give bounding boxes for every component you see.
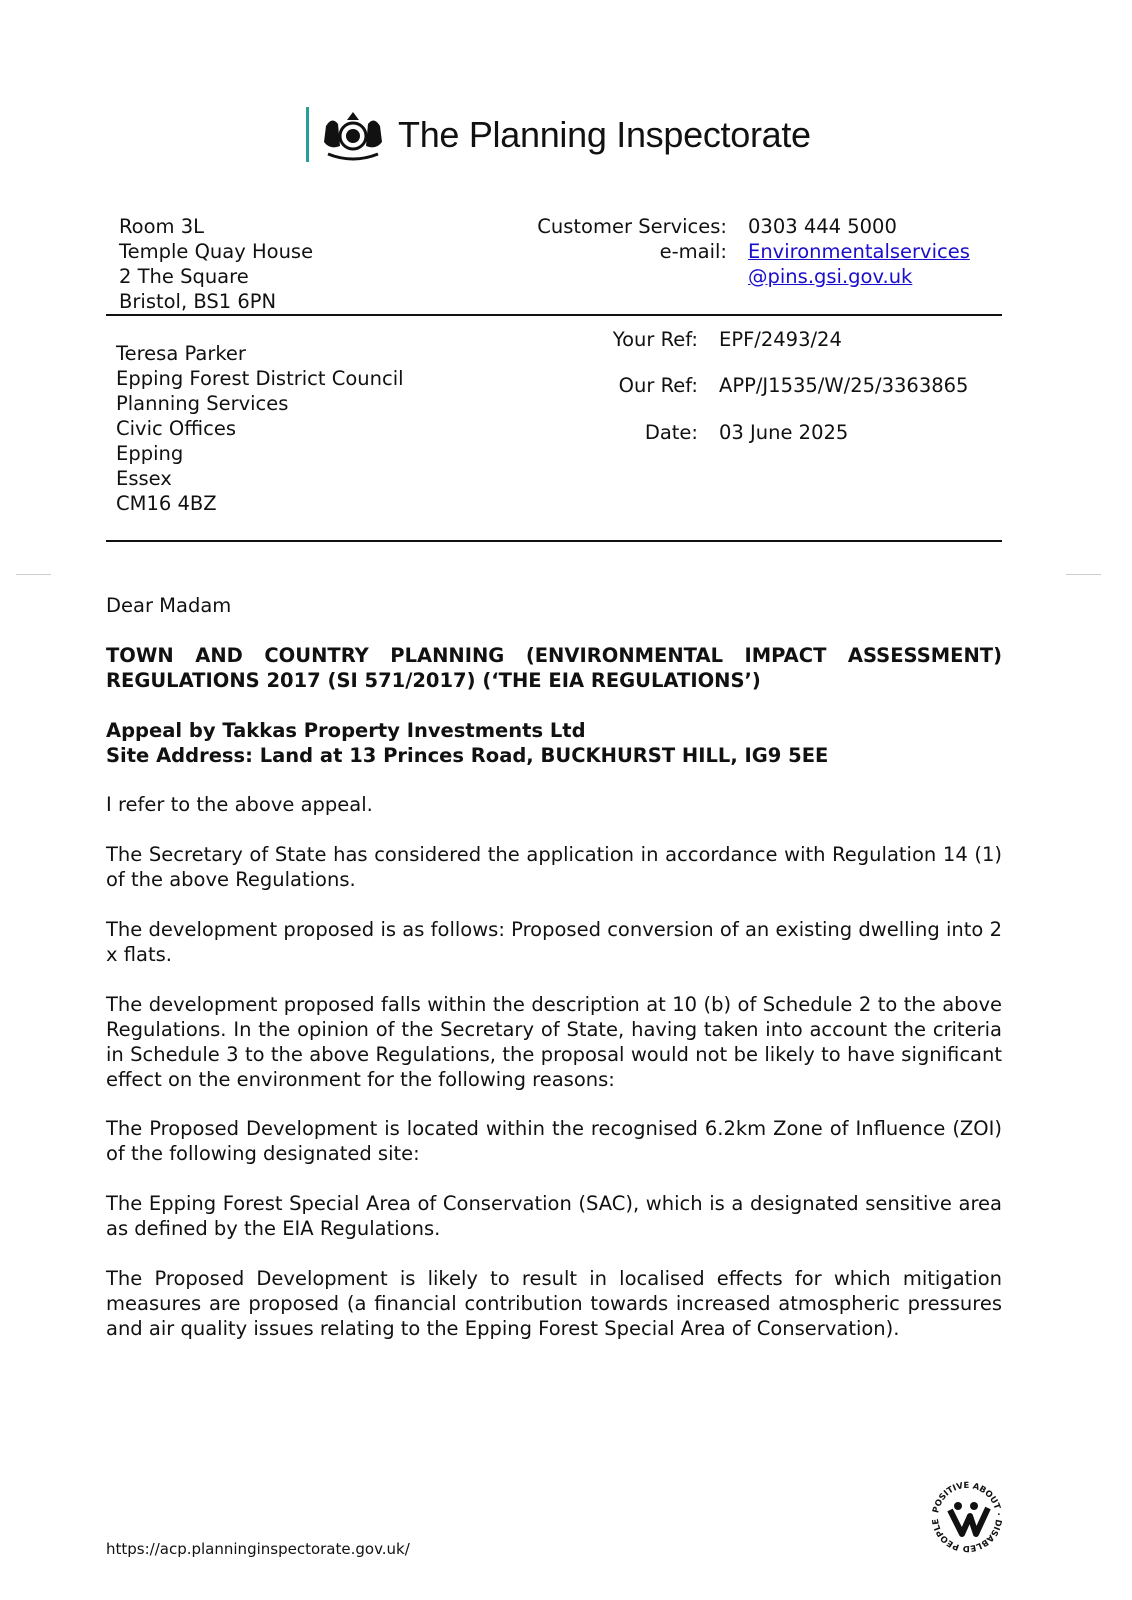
our-ref-label: Our Ref: [618,374,698,397]
address-line: Epping Forest District Council [116,367,404,390]
svg-text:POSITIVE ABOUT · DISABLED PEOP: POSITIVE ABOUT · DISABLED PEOPLE [930,1480,1004,1554]
royal-crest-icon [320,106,386,164]
body-paragraph: The development proposed falls within the description at 10 (b) of Schedule 2 to the above Regulations. In the opinion of the Secretary of State, having taken into account the criteria in Schedule 3 to the above Regulations, the proposal would not be likely to have significant effect on the environment for the following reasons: [106,993,1002,1091]
address-line: Teresa Parker [116,342,246,365]
body-paragraph: The Secretary of State has considered the application in accordance with Regulation 14 (1) of the above Regulations. [106,843,1002,891]
disability-confident-badge-icon [926,1476,1008,1558]
address-line: Room 3L [119,215,204,238]
address-line: Bristol, BS1 6PN [119,290,277,313]
salutation: Dear Madam [106,594,232,617]
fold-mark [16,574,51,575]
logo-divider [306,107,309,162]
body-paragraph: The Proposed Development is likely to result in localised effects for which mitigation measures are proposed (a financial contribution towards increased atmospheric pressures and air quality issues relating to the Epping Forest Special Area of Conservation). [106,1267,1002,1340]
org-logo-text: The Planning Inspectorate [398,114,811,155]
email-label: e-mail: [659,240,727,263]
address-line: Essex [116,467,172,490]
recipient-address [116,341,404,516]
customer-services-phone: 0303 444 5000 [748,215,897,238]
body-paragraph: The development proposed is as follows: Proposed conversion of an existing dwelling into 2 x flats. [106,918,1002,966]
our-ref-value: APP/J1535/W/25/3363865 [719,374,969,397]
body-paragraph: I refer to the above appeal. [106,793,373,816]
site-address-line: Site Address: Land at 13 Princes Road, BUCKHURST HILL, IG9 5EE [106,744,829,767]
date-value: 03 June 2025 [719,421,849,444]
customer-services-label: Customer Services: [537,215,727,238]
address-rule [106,540,1002,542]
date-label: Date: [644,421,698,444]
fold-mark [1066,574,1101,575]
address-line: CM16 4BZ [116,492,217,515]
address-line: Temple Quay House [119,240,314,263]
email-link[interactable]: Environmentalservices [748,240,970,263]
body-paragraph: The Epping Forest Special Area of Conservation (SAC), which is a designated sensitive area as defined by the EIA Regulations. [106,1192,1002,1240]
regulations-heading: TOWN AND COUNTRY PLANNING (ENVIRONMENTAL IMPACT ASSESSMENT) REGULATIONS 2017 (SI 571/2017) (‘THE EIA REGULATIONS’) [106,644,1002,692]
email-link-domain[interactable]: @pins.gsi.gov.uk [748,265,913,288]
address-line: Epping [116,442,184,465]
your-ref-value: EPF/2493/24 [719,328,842,351]
body-paragraph: The Proposed Development is located within the recognised 6.2km Zone of Influence (ZOI) of the following designated site: [106,1117,1002,1165]
address-line: Civic Offices [116,417,236,440]
appeal-line: Appeal by Takkas Property Investments Ltd [106,719,586,742]
address-line: Planning Services [116,392,289,415]
header-rule [106,314,1002,316]
footer-url-link[interactable]: https://acp.planninginspectorate.gov.uk/ [106,1540,410,1558]
your-ref-label: Your Ref: [612,328,698,351]
sender-address [119,214,313,314]
address-line: 2 The Square [119,265,249,288]
